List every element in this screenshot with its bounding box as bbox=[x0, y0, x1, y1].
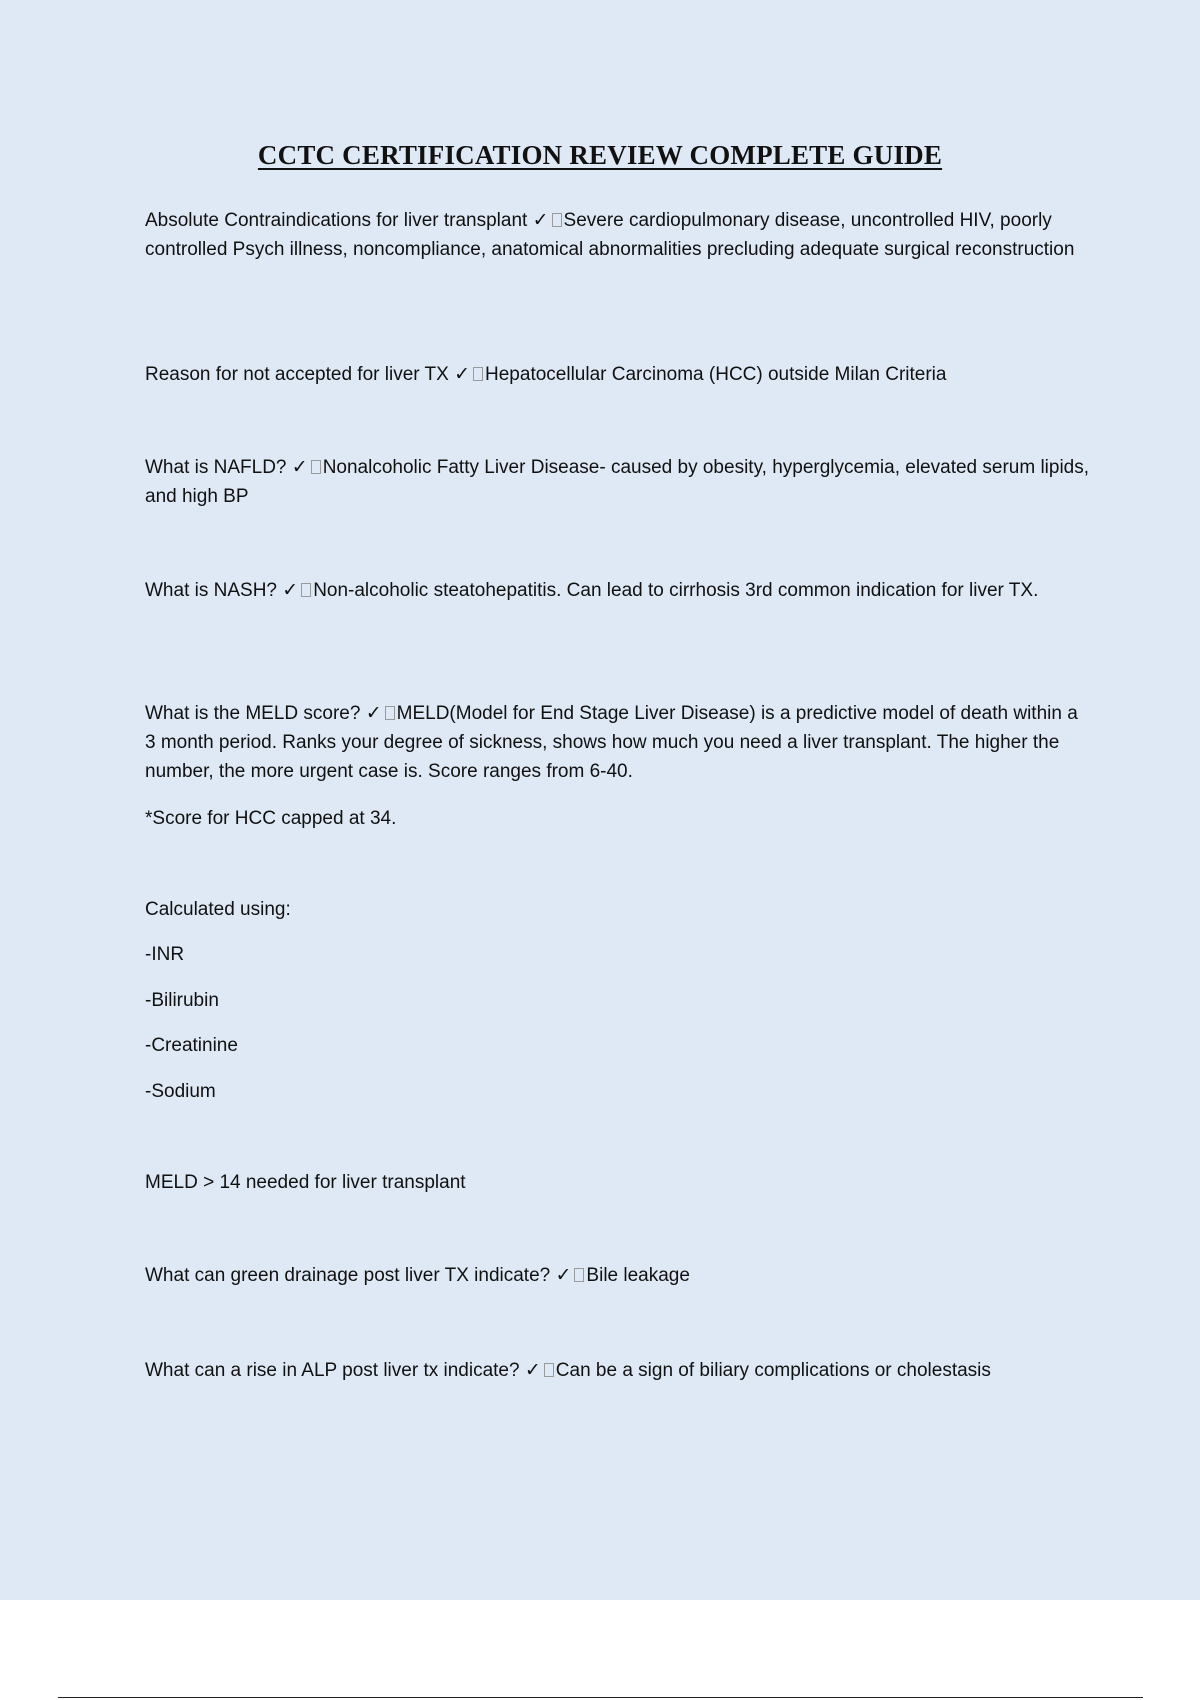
question-text: What can a rise in ALP post liver tx indicate? bbox=[145, 1360, 520, 1381]
check-icon: ✓ bbox=[524, 1359, 541, 1381]
checkbox-icon bbox=[311, 460, 321, 474]
check-icon: ✓ bbox=[282, 579, 299, 601]
answer-text: Hepatocellular Carcinoma (HCC) outside Milan Criteria bbox=[485, 364, 947, 385]
answer-text: Bile leakage bbox=[586, 1265, 690, 1286]
question-text: Reason for not accepted for liver TX bbox=[145, 364, 449, 385]
calculated-using-label: Calculated using: bbox=[145, 899, 291, 920]
qa-item-alp-rise bbox=[145, 1356, 1090, 1385]
checkbox-icon bbox=[301, 583, 311, 597]
meld-threshold: MELD > 14 needed for liver transplant bbox=[145, 1172, 466, 1193]
check-icon: ✓ bbox=[532, 209, 549, 231]
meld-component-bilirubin: -Bilirubin bbox=[145, 990, 219, 1011]
footer-divider bbox=[58, 1697, 1143, 1698]
question-text: Absolute Contraindications for liver transplant bbox=[145, 210, 528, 231]
qa-item-green-drainage bbox=[145, 1261, 1090, 1290]
document-title: CCTC CERTIFICATION REVIEW COMPLETE GUIDE bbox=[257, 140, 943, 170]
answer-text: Can be a sign of biliary complications or cholestasis bbox=[555, 1360, 991, 1381]
meld-component-creatinine: -Creatinine bbox=[145, 1035, 238, 1056]
checkbox-icon bbox=[552, 213, 562, 227]
question-text: What can green drainage post liver TX indicate? bbox=[145, 1265, 551, 1286]
question-text: What is NASH? bbox=[145, 580, 277, 601]
qa-item-nafld bbox=[145, 453, 1090, 511]
qa-item-nash bbox=[145, 576, 1090, 605]
answer-text: Non-alcoholic steatohepatitis. Can lead to cirrhosis 3rd common indication for liver TX. bbox=[313, 580, 1039, 601]
qa-item-meld bbox=[145, 699, 1090, 786]
answer-text: Severe cardiopulmonary disease, uncontrolled HIV, poorly controlled Psych illness, noncompliance, anatomical abnormalities precluding adequate surgical reconstruction bbox=[145, 210, 1075, 260]
answer-text: MELD(Model for End Stage Liver Disease) is a predictive model of death within a 3 month period. Ranks your degree of sickness, shows how much you need a liver transplant. The higher the number, the more urgent case is. Score ranges from 6-40. bbox=[145, 703, 1078, 782]
checkbox-icon bbox=[473, 367, 483, 381]
qa-item-contraindications bbox=[145, 206, 1090, 264]
check-icon: ✓ bbox=[454, 363, 471, 385]
meld-note: *Score for HCC capped at 34. bbox=[145, 808, 397, 829]
meld-component-sodium: -Sodium bbox=[145, 1081, 216, 1102]
qa-item-not-accepted bbox=[145, 360, 1090, 389]
check-icon: ✓ bbox=[555, 1264, 572, 1286]
check-icon: ✓ bbox=[291, 456, 308, 478]
question-text: What is the MELD score? bbox=[145, 703, 361, 724]
checkbox-icon bbox=[544, 1363, 554, 1377]
checkbox-icon bbox=[385, 706, 395, 720]
check-icon: ✓ bbox=[365, 702, 382, 724]
question-text: What is NAFLD? bbox=[145, 457, 287, 478]
meld-component-inr: -INR bbox=[145, 944, 185, 965]
checkbox-icon bbox=[574, 1268, 584, 1282]
answer-text: Nonalcoholic Fatty Liver Disease- caused by obesity, hyperglycemia, elevated serum lipids, and high BP bbox=[145, 457, 1090, 507]
